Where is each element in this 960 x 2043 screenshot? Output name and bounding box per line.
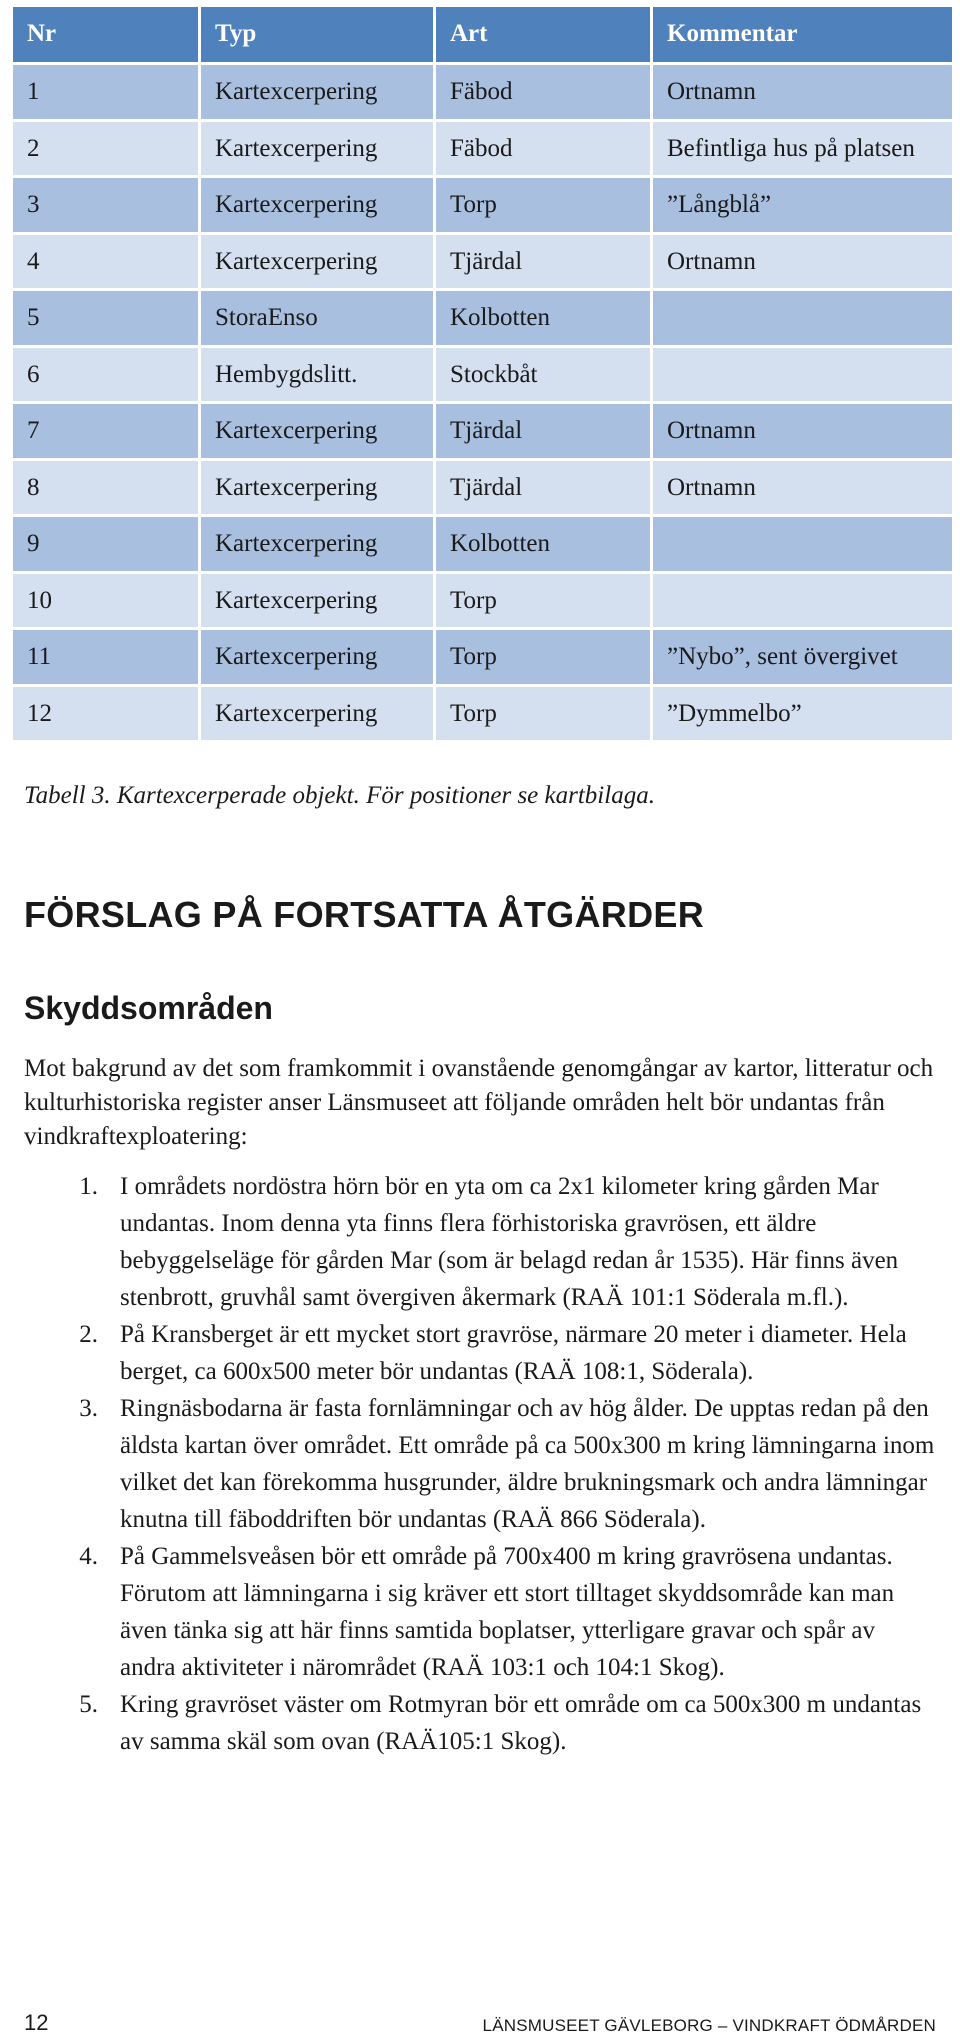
column-header-nr: Nr <box>13 7 198 62</box>
cell-kommentar: ”Dymmelbo” <box>653 687 952 741</box>
list-item <box>24 1168 936 1316</box>
cell-typ: Kartexcerpering <box>201 461 433 515</box>
list-item <box>24 1390 936 1538</box>
footer-organization: LÄNSMUSEET GÄVLEBORG – VINDKRAFT ÖDMÅRDEN <box>482 2016 936 2035</box>
cell-nr: 4 <box>13 235 198 289</box>
list-item-text: På Gammelsveåsen bör ett område på 700x400 m kring gravrösena undantas. Förutom att lämningarna i sig kräver ett stort tilltaget skyddsområde kan man även tänka sig att här finns samtida boplatser, ytterligare gravar och spår av andra aktiviteter i närområdet (RAÄ 103:1 och 104:1 Skog). <box>120 1543 895 1681</box>
cell-kommentar <box>653 574 952 628</box>
list-item-text: I områdets nordöstra hörn bör en yta om ca 2x1 kilometer kring gården Mar undantas. Inom denna yta finns flera förhistoriska gravrösen, ett äldre bebyggelseläge för gården Mar (som är belagd redan år 1535). Här finns även stenbrott, gruvhål samt övergiven åkermark (RAÄ 101:1 Söderala m.fl.). <box>120 1173 899 1311</box>
column-header-kommentar: Kommentar <box>653 7 952 62</box>
cell-nr: 8 <box>13 461 198 515</box>
cell-kommentar <box>653 517 952 571</box>
list-item-text: På Kransberget är ett mycket stort gravröse, närmare 20 meter i diameter. Hela berget, ca 600x500 meter bör undantas (RAÄ 108:1, Söderala). <box>120 1321 907 1385</box>
cell-kommentar: Ortnamn <box>653 461 952 515</box>
list-item-number: 5. <box>79 1691 98 1718</box>
list-item-text: Kring gravröset väster om Rotmyran bör ett område om ca 500x300 m undantas av samma skäl som ovan (RAÄ105:1 Skog). <box>120 1691 922 1755</box>
cell-kommentar <box>653 348 952 402</box>
cell-typ: Hembygdslitt. <box>201 348 433 402</box>
list-item-text: Ringnäsbodarna är fasta fornlämningar och av hög ålder. De upptas redan på den äldsta kartan över området. Ett område på ca 500x300 m kring lämningarna inom vilket det kan förekomma husgrunder, äldre brukningsmark och andra lämningar knutna till fäboddriften bör undantas (RAÄ 866 Söderala). <box>120 1395 935 1533</box>
cell-kommentar: Befintliga hus på platsen <box>653 122 952 176</box>
cell-art: Fäbod <box>436 122 650 176</box>
page-number: 12 <box>24 2010 49 2035</box>
cell-art: Stockbåt <box>436 348 650 402</box>
cell-nr: 3 <box>13 178 198 232</box>
subsection-heading: Skyddsområden <box>24 990 273 1026</box>
list-item <box>24 1316 936 1390</box>
table-row <box>13 348 952 402</box>
cell-nr: 5 <box>13 291 198 345</box>
cell-kommentar: Ortnamn <box>653 65 952 119</box>
section-heading: FÖRSLAG PÅ FORTSATTA ÅTGÄRDER <box>24 894 704 935</box>
cell-art: Fäbod <box>436 65 650 119</box>
table-caption: Tabell 3. Kartexcerperade objekt. För positioner se kartbilaga. <box>24 782 655 809</box>
table-row <box>13 517 952 571</box>
table-row <box>13 461 952 515</box>
table-row <box>13 122 952 176</box>
list-item-number: 1. <box>79 1173 98 1200</box>
cell-kommentar <box>653 291 952 345</box>
table-row <box>13 65 952 119</box>
cell-typ: Kartexcerpering <box>201 687 433 741</box>
table-header-row <box>13 7 952 62</box>
cell-nr: 10 <box>13 574 198 628</box>
cell-kommentar: Ortnamn <box>653 404 952 458</box>
cell-art: Kolbotten <box>436 291 650 345</box>
list-item <box>24 1686 936 1760</box>
table-row <box>13 687 952 741</box>
intro-paragraph: Mot bakgrund av det som framkommit i ovanstående genomgångar av kartor, litteratur och kulturhistoriska register anser Länsmuseet att följande områden helt bör undantas från vindkraftexploatering: <box>24 1055 934 1150</box>
cell-kommentar: ”Nybo”, sent övergivet <box>653 630 952 684</box>
cell-art: Torp <box>436 687 650 741</box>
table-row <box>13 235 952 289</box>
cell-nr: 1 <box>13 65 198 119</box>
cell-kommentar: Ortnamn <box>653 235 952 289</box>
cell-art: Tjärdal <box>436 235 650 289</box>
cell-nr: 11 <box>13 630 198 684</box>
object-table <box>10 4 955 743</box>
cell-art: Torp <box>436 630 650 684</box>
cell-typ: Kartexcerpering <box>201 404 433 458</box>
cell-typ: Kartexcerpering <box>201 122 433 176</box>
cell-nr: 12 <box>13 687 198 741</box>
cell-typ: Kartexcerpering <box>201 178 433 232</box>
table-row <box>13 574 952 628</box>
cell-typ: StoraEnso <box>201 291 433 345</box>
cell-typ: Kartexcerpering <box>201 574 433 628</box>
list-item-number: 4. <box>79 1543 98 1570</box>
list-item-number: 3. <box>79 1395 98 1422</box>
cell-nr: 9 <box>13 517 198 571</box>
cell-art: Tjärdal <box>436 404 650 458</box>
list-item <box>24 1538 936 1686</box>
cell-nr: 6 <box>13 348 198 402</box>
table-row <box>13 630 952 684</box>
cell-typ: Kartexcerpering <box>201 235 433 289</box>
table-row <box>13 178 952 232</box>
cell-typ: Kartexcerpering <box>201 630 433 684</box>
cell-kommentar: ”Långblå” <box>653 178 952 232</box>
cell-art: Torp <box>436 178 650 232</box>
table-row <box>13 291 952 345</box>
cell-nr: 7 <box>13 404 198 458</box>
cell-typ: Kartexcerpering <box>201 65 433 119</box>
cell-art: Tjärdal <box>436 461 650 515</box>
column-header-art: Art <box>436 7 650 62</box>
list-item-number: 2. <box>79 1321 98 1348</box>
cell-art: Torp <box>436 574 650 628</box>
cell-art: Kolbotten <box>436 517 650 571</box>
protection-areas-list <box>24 1168 936 1760</box>
table-row <box>13 404 952 458</box>
column-header-typ: Typ <box>201 7 433 62</box>
cell-typ: Kartexcerpering <box>201 517 433 571</box>
cell-nr: 2 <box>13 122 198 176</box>
